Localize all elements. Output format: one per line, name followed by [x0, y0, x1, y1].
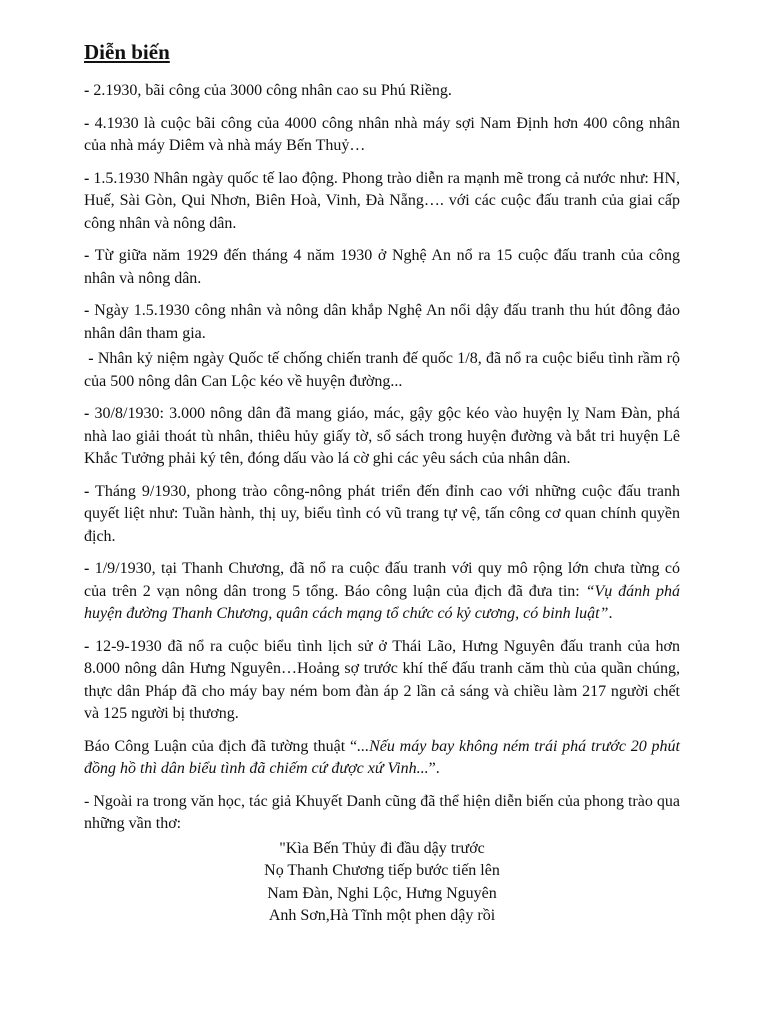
bullet-dash: - — [84, 82, 90, 99]
paragraph-5 — [84, 300, 680, 345]
paragraph-text: 2.1930, bãi công của 3000 công nhân cao su Phú Riềng. — [93, 82, 452, 99]
paragraph-4 — [84, 245, 680, 290]
paragraph-text: 1.5.1930 Nhân ngày quốc tế lao động. Phong trào diễn ra mạnh mẽ trong cả nước như: HN, Huế, Sài Gòn, Qui Nhơn, Biên Hoà, Vinh, Đà Nẵng…. với các cuộc đấu tranh của giai cấp công nhân và nông dân. — [84, 169, 681, 232]
paragraph-text: Ngày 1.5.1930 công nhân và nông dân khắp Nghệ An nổi dậy đấu tranh thu hút đông đảo nhân dân tham gia. — [84, 302, 680, 342]
paragraph-text: - Ngoài ra trong văn học, tác giả Khuyết Danh cũng đã thể hiện diễn biến của phong trào qua những vần thơ: — [84, 792, 680, 832]
paragraph-2 — [84, 113, 680, 158]
bullet-dash: - — [84, 169, 90, 187]
paragraph-text: Tháng 9/1930, phong trào công-nông phát triển đến đỉnh cao với những cuộc đấu tranh quyết liệt như: Tuần hành, thị uy, biểu tình có vũ trang tự vệ, tấn công cơ quan chính quyền địch. — [84, 482, 681, 545]
quote-text: “Vụ đánh phá huyện đường Thanh Chương, quân cách mạng tổ chức có kỷ cương, có binh luật” — [84, 582, 680, 622]
poem-line: Nam Đàn, Nghi Lộc, Hưng Nguyên — [267, 884, 497, 902]
bullet-dash: - — [84, 114, 90, 132]
paragraph-text: Báo Công Luận của địch đã tường thuật “ — [84, 737, 358, 755]
paragraph-9 — [84, 558, 680, 626]
bullet-dash: - — [84, 637, 90, 655]
paragraph-1 — [84, 80, 680, 103]
poem-line: Anh Sơn,Hà Tĩnh một phen dậy rồi — [268, 907, 496, 924]
paragraph-12 — [84, 791, 680, 836]
poem-line: "Kìa Bến Thủy đi đầu dậy trước — [279, 839, 485, 857]
bullet-dash: - — [84, 405, 90, 422]
paragraph-6 — [84, 348, 680, 393]
bullet-dash: - — [84, 247, 90, 264]
paragraph-8 — [84, 481, 680, 549]
paragraph-text: 30/8/1930: 3.000 nông dân đã mang giáo, mác, gậy gộc kéo vào huyện lỵ Nam Đàn, phá nhà lao giải thoát tù nhân, thiêu hủy giấy tờ, sổ sách trong huyện đường và bắt tri huyện Lê Khắc Tưởng phải ký tên, đóng dấu vào lá cờ ghi các yêu sách của nhân dân. — [84, 405, 681, 467]
paragraph-text: 1/9/1930, tại Thanh Chương, đã nổ ra cuộc đấu tranh với quy mô rộng lớn chưa từng có của trên 2 vạn nông dân trong 5 tổng. Báo công luận của địch đã đưa tin: — [84, 560, 680, 600]
document-page — [84, 38, 680, 928]
quote-end: ”. — [428, 760, 440, 777]
bullet-dash: - — [84, 482, 90, 500]
paragraph-text: Nhân kỷ niệm ngày Quốc tế chống chiến tranh đế quốc 1/8, đã nổ ra cuộc biểu tình rầm rộ của 500 nông dân Can Lộc kéo về huyện đường... — [84, 350, 681, 390]
paragraph-3 — [84, 168, 680, 236]
quote-end: . — [608, 605, 613, 622]
poem-line: Nọ Thanh Chương tiếp bước tiến lên — [264, 862, 500, 879]
paragraph-7 — [84, 403, 680, 471]
bullet-dash: - — [88, 350, 94, 367]
paragraph-text: Từ giữa năm 1929 đến tháng 4 năm 1930 ở Nghệ An nổ ra 15 cuộc đấu tranh của công nhân và nông dân. — [84, 247, 680, 287]
page-title: Diễn biến — [84, 40, 170, 64]
paragraph-text: 4.1930 là cuộc bãi công của 4000 công nhân nhà máy sợi Nam Định hơn 400 công nhân của nhà máy Diêm và nhà máy Bến Thuỷ… — [84, 114, 681, 154]
bullet-dash: - — [84, 560, 90, 577]
quote-text: ...Nếu máy bay không ném trái phá trước 20 phút đồng hồ thì dân biểu tình đã chiếm cứ được xứ Vinh... — [84, 737, 681, 777]
paragraph-10 — [84, 636, 680, 726]
bullet-dash: - — [84, 302, 90, 319]
poem — [84, 838, 680, 928]
paragraph-11 — [84, 736, 680, 781]
paragraph-text: 12-9-1930 đã nổ ra cuộc biểu tình lịch sử ở Thái Lão, Hưng Nguyên đấu tranh của hơn 8.000 nông dân Hưng Nguyên…Hoảng sợ trước khí thế đấu tranh căm thù của quần chúng, thực dân Pháp đã cho máy bay ném bom đàn áp 2 lần cả sáng và chiều làm 217 người chết và 125 người bị thương. — [84, 637, 681, 722]
